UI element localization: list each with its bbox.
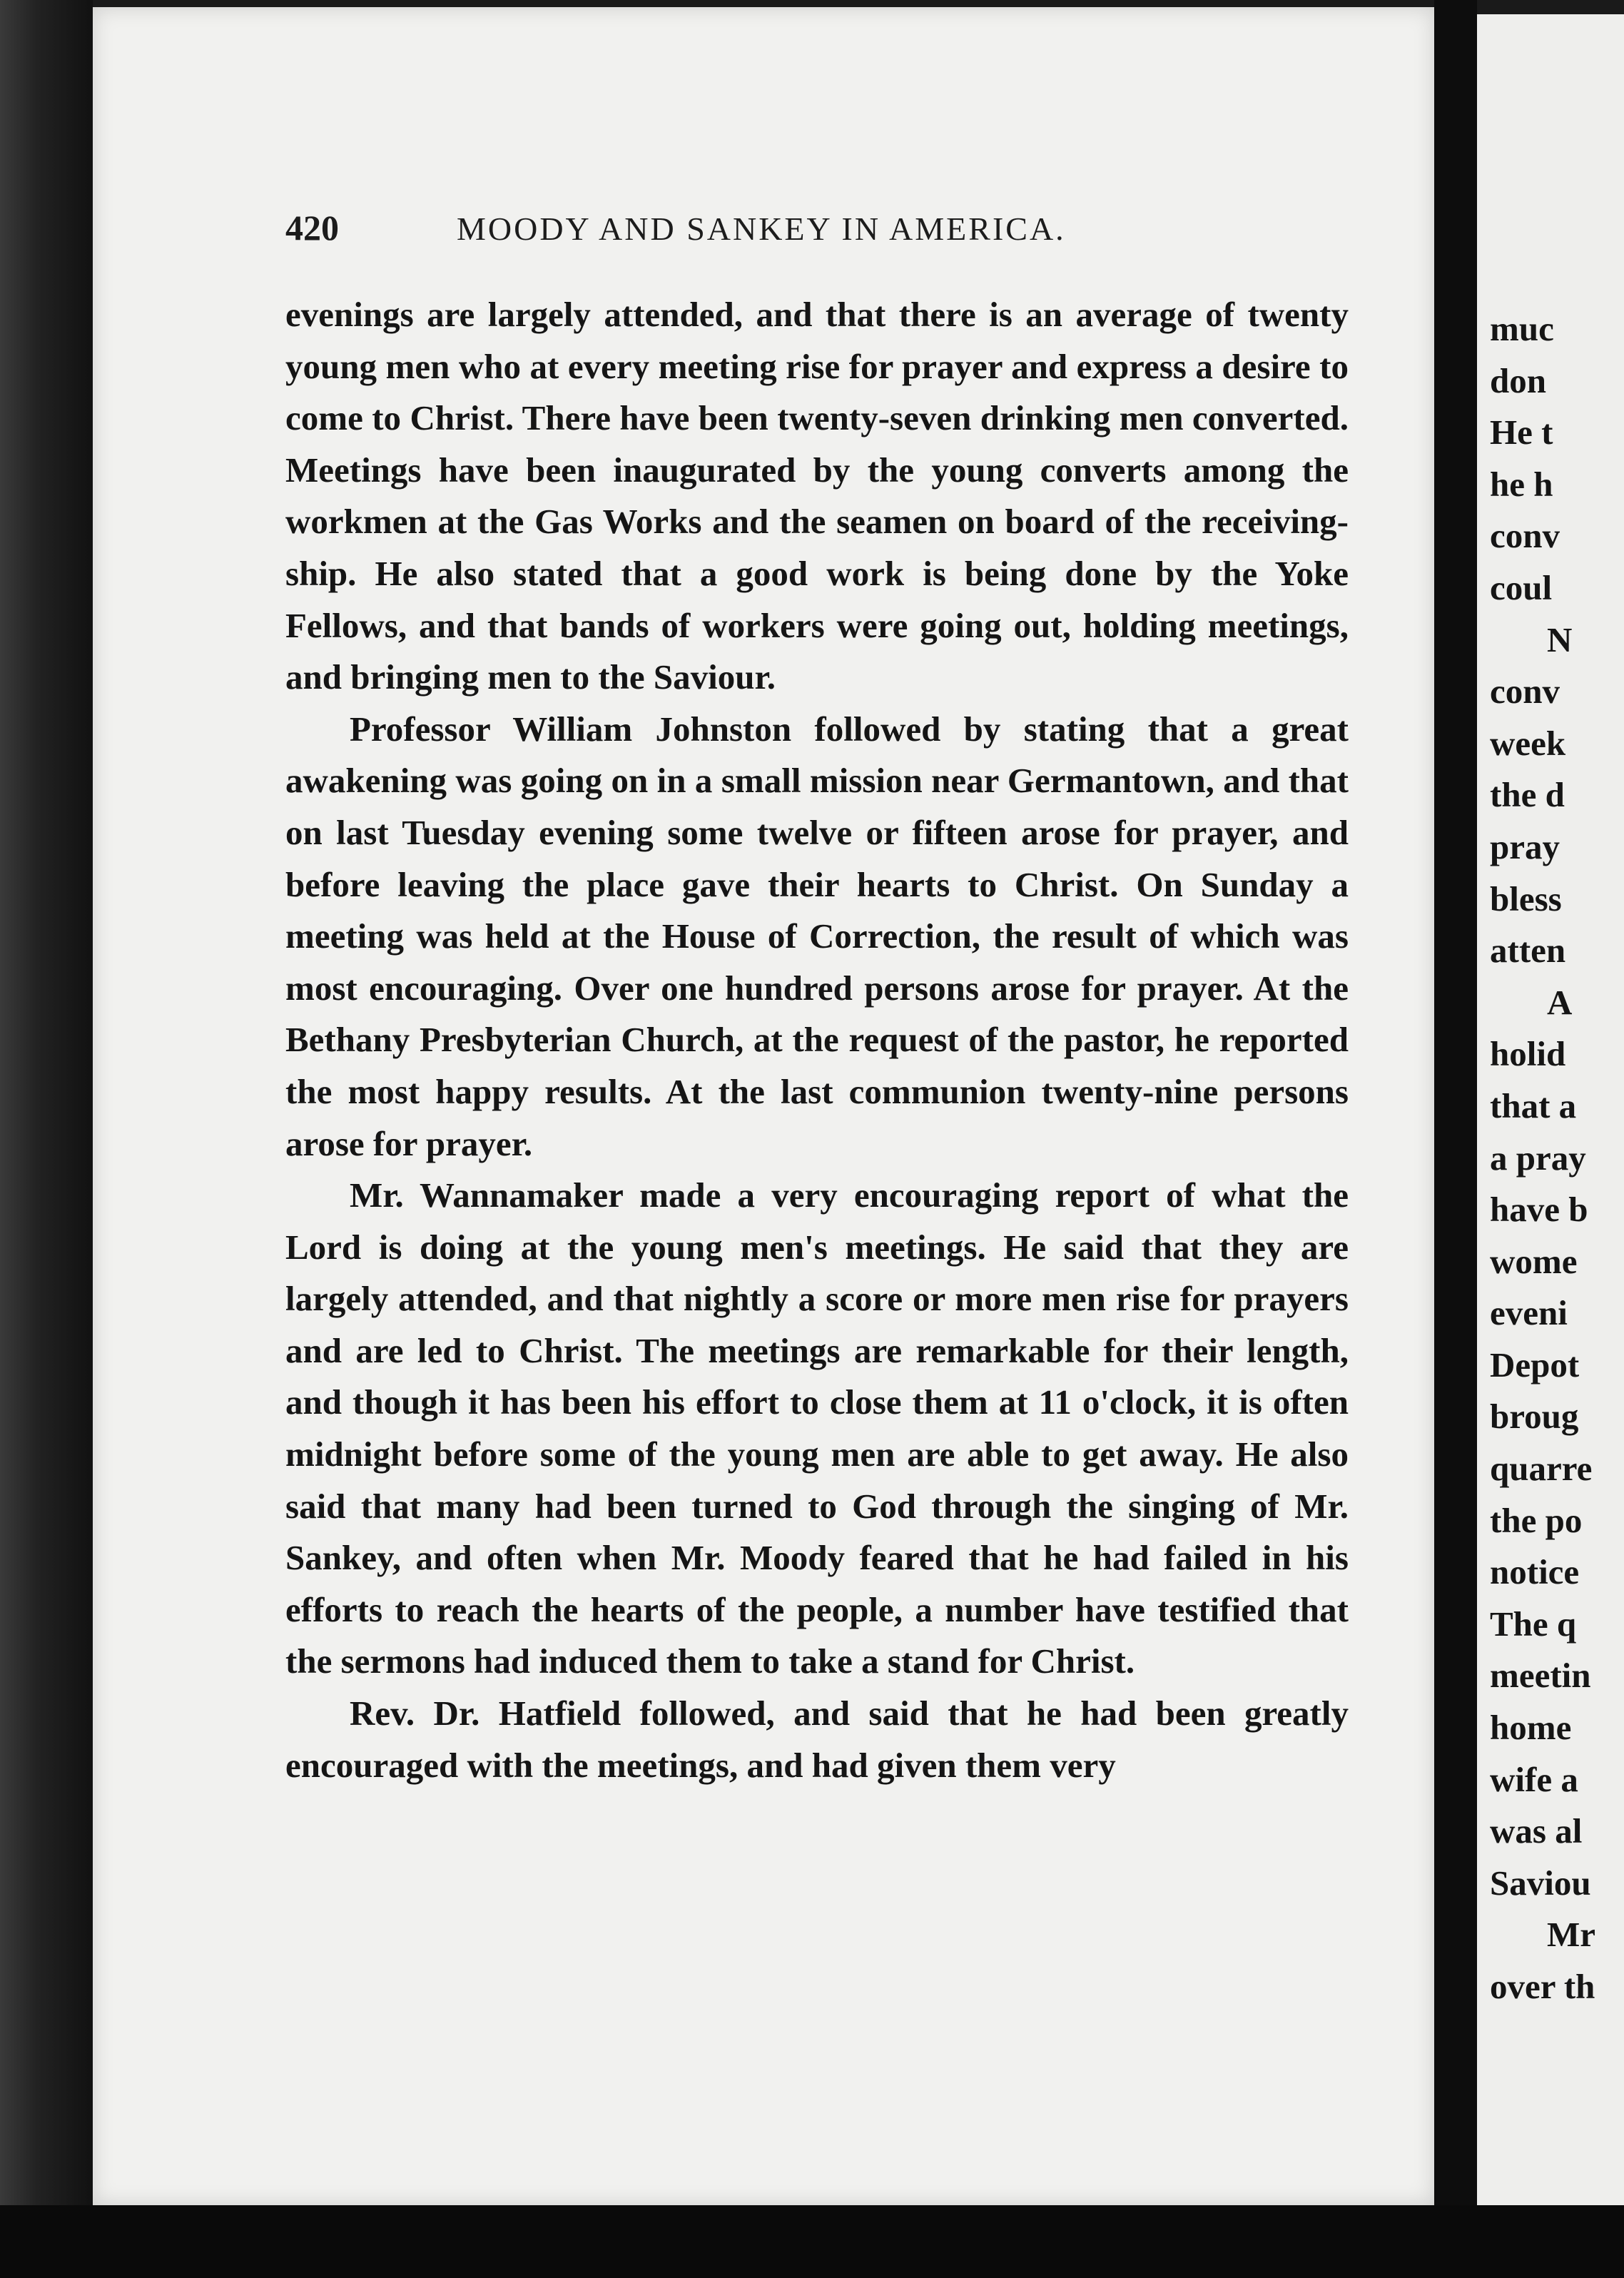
facing-page-line: He t [1490, 412, 1553, 452]
facing-page-line: holid [1490, 1034, 1566, 1074]
facing-page-text-fragments [1490, 303, 1624, 2013]
facing-page-line: Mr [1547, 1915, 1595, 1955]
facing-page-line: A [1547, 982, 1573, 1022]
facing-page-line: The q [1490, 1604, 1577, 1644]
paragraph-3: Mr. Wannamaker made a very encouraging report of what the Lord is doing at the young men's meetings. He said that they are largely attended, and that nightly a score or more men rise for prayers and are led to Christ. The meetings are remarkable for their length, and though it has been his effort to close them at 11 o'clock, it is often midnight before some of the young men are able to get away. He also said that many had been turned to God through the singing of Mr. Sankey, and often when Mr. Moody feared that he had failed in his efforts to reach the hearts of the people, a number have testified that the sermons had induced them to take a stand for Christ. [285, 1175, 1349, 1681]
book-gutter [1434, 0, 1477, 2278]
facing-page-line: conv [1490, 672, 1560, 712]
facing-page-line: was al [1490, 1811, 1583, 1851]
running-title: MOODY AND SANKEY IN AMERICA. [457, 211, 1066, 247]
facing-page-line: N [1547, 619, 1573, 659]
facing-page-line: broug [1490, 1397, 1579, 1437]
facing-page-line: wife a [1490, 1759, 1578, 1799]
facing-page-line: pray [1490, 826, 1560, 866]
facing-page-line: conv [1490, 516, 1560, 556]
book-spine-edge [0, 0, 93, 2278]
facing-page-line: he h [1490, 464, 1553, 504]
facing-page-line: Depot [1490, 1345, 1580, 1384]
facing-page-line: muc [1490, 309, 1554, 348]
facing-page-line: wome [1490, 1241, 1578, 1281]
facing-page-line: meetin [1490, 1656, 1591, 1696]
page-number: 420 [285, 208, 339, 248]
paragraph-1: evenings are largely attended, and that there is an average of twenty young men who at every meeting rise for prayer and express a desire to come to Christ. There have been twenty-seven drinking men converted. Meetings have been inaugurated by the young converts among the workmen at the Gas Works and the seamen on board of the receiving-ship. He also stated that a good work is being done by the Yoke Fellows, and that bands of workers were going out, holding meetings, and bringing men to the Saviour. [285, 295, 1349, 697]
facing-page-line: don [1490, 360, 1547, 400]
scan-bottom-border [0, 2205, 1624, 2278]
facing-page-line: eveni [1490, 1293, 1568, 1333]
paragraph-2: Professor William Johnston followed by stating that a great awakening was going on in a small mission near Germantown, and that on last Tuesday evening some twelve or fifteen arose for prayer, and before leaving the place gave their hearts to Christ. On Sunday a meeting was held at the House of Correction, the result of which was most encouraging. Over one hundred persons arose for prayer. At the Bethany Presbyterian Church, at the request of the pastor, he reported the most happy results. At the last communion twenty-nine persons arose for prayer. [285, 709, 1349, 1163]
facing-page-line: that a [1490, 1085, 1577, 1125]
paragraph-4: Rev. Dr. Hatfield followed, and said that he had been greatly encouraged with the meetings, and had given them very [285, 1694, 1349, 1785]
facing-page-line: week [1490, 723, 1566, 763]
facing-page-line: bless [1490, 879, 1562, 918]
facing-page-line: home [1490, 1708, 1572, 1748]
facing-page-line: notice [1490, 1552, 1580, 1592]
facing-page-line: a pray [1490, 1138, 1586, 1178]
running-header [285, 207, 1356, 257]
facing-page-line: Saviou [1490, 1863, 1591, 1903]
facing-page-line: the d [1490, 775, 1565, 815]
facing-page-line: over th [1490, 1967, 1595, 2006]
facing-page-line: quarre [1490, 1449, 1593, 1489]
facing-page [1477, 14, 1624, 2205]
page-body [285, 289, 1349, 1791]
facing-page-line: the po [1490, 1500, 1583, 1540]
facing-page-line: atten [1490, 931, 1566, 971]
facing-page-line: have b [1490, 1190, 1588, 1230]
facing-page-line: coul [1490, 567, 1553, 607]
